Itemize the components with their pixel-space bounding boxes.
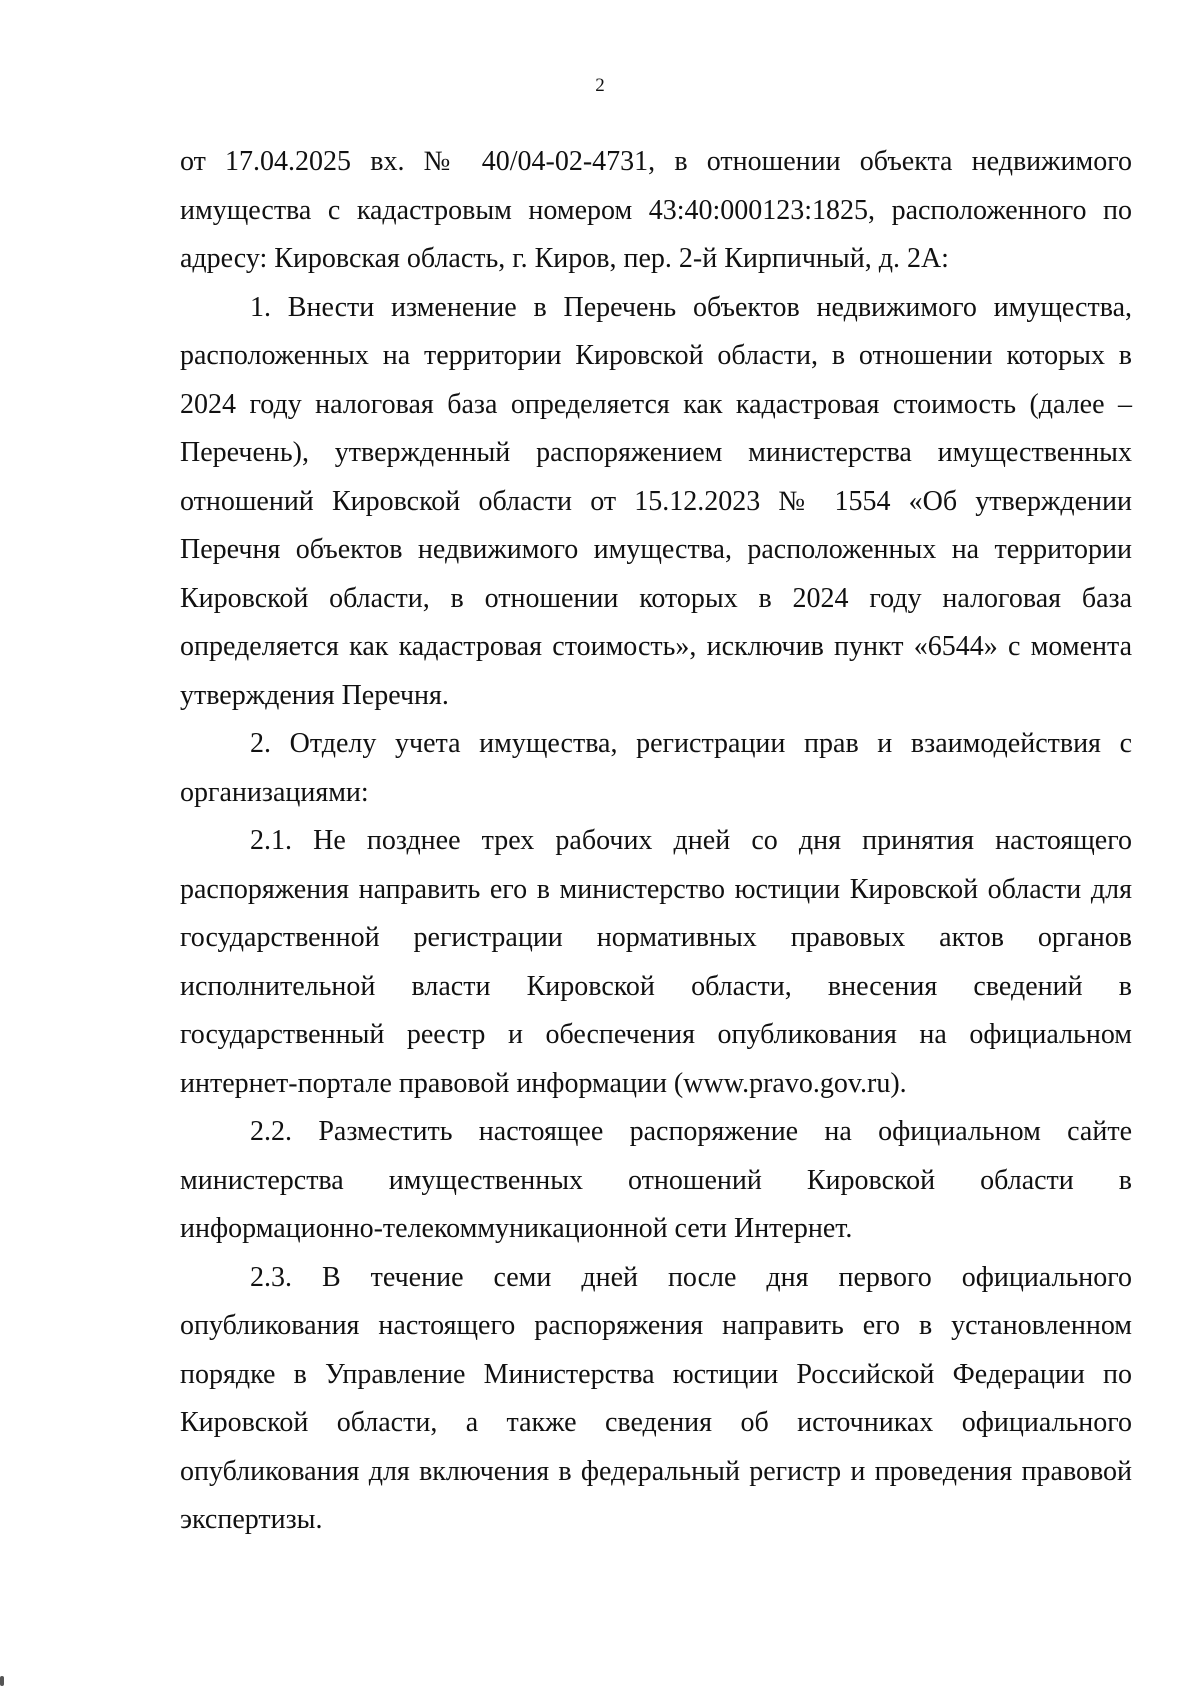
paragraph-item-2-1: 2.1. Не позднее трех рабочих дней со дня принятия настоящего распоряжения направить его в министерство юстиции Кировской области для государственной регистрации нормативных правовых актов органов исполнительной власти Кировской области, внесения сведений в государственный реестр и обеспечения опубликования на официальном интернет-портале правовой информации (www.pravo.gov.ru). (180, 825, 1132, 1099)
scan-edge-mark (0, 1676, 4, 1686)
paragraph-item-2: 2. Отделу учета имущества, регистрации прав и взаимодействия с организациями: (180, 728, 1132, 808)
paragraph-item-1: 1. Внести изменение в Перечень объектов недвижимого имущества, расположенных на территории Кировской области, в отношении которых в 2024 году налоговая база определяется как кадастровая стоимость (далее – Перечень), утвержденный распоряжением министерства имущественных отношений Кировской области от 15.12.2023 № 1554 «Об утверждении Перечня объектов недвижимого имущества, расположенных на территории Кировской области, в отношении которых в 2024 году налоговая база определяется как кадастровая стоимость», исключив пункт «6544» с момента утверждения Перечня. (180, 291, 1132, 711)
page-number: 2 (595, 75, 605, 96)
document-body (180, 138, 1132, 1545)
paragraph-intro: от 17.04.2025 вх. № 40/04-02-4731, в отношении объекта недвижимого имущества с кадастровым номером 43:40:000123:1825, расположенного по адресу: Кировская область, г. Киров, пер. 2-й Кирпичный, д. 2А: (180, 146, 1132, 274)
paragraph-item-2-2: 2.2. Разместить настоящее распоряжение на официальном сайте министерства имущественных отношений Кировской области в информационно-телекоммуникационной сети Интернет. (180, 1116, 1132, 1244)
paragraph-item-2-3: 2.3. В течение семи дней после дня первого официального опубликования настоящего распоряжения направить его в установленном порядке в Управление Министерства юстиции Российской Федерации по Кировской области, а также сведения об источниках официального опубликования для включения в федеральный регистр и проведения правовой экспертизы. (180, 1261, 1132, 1535)
